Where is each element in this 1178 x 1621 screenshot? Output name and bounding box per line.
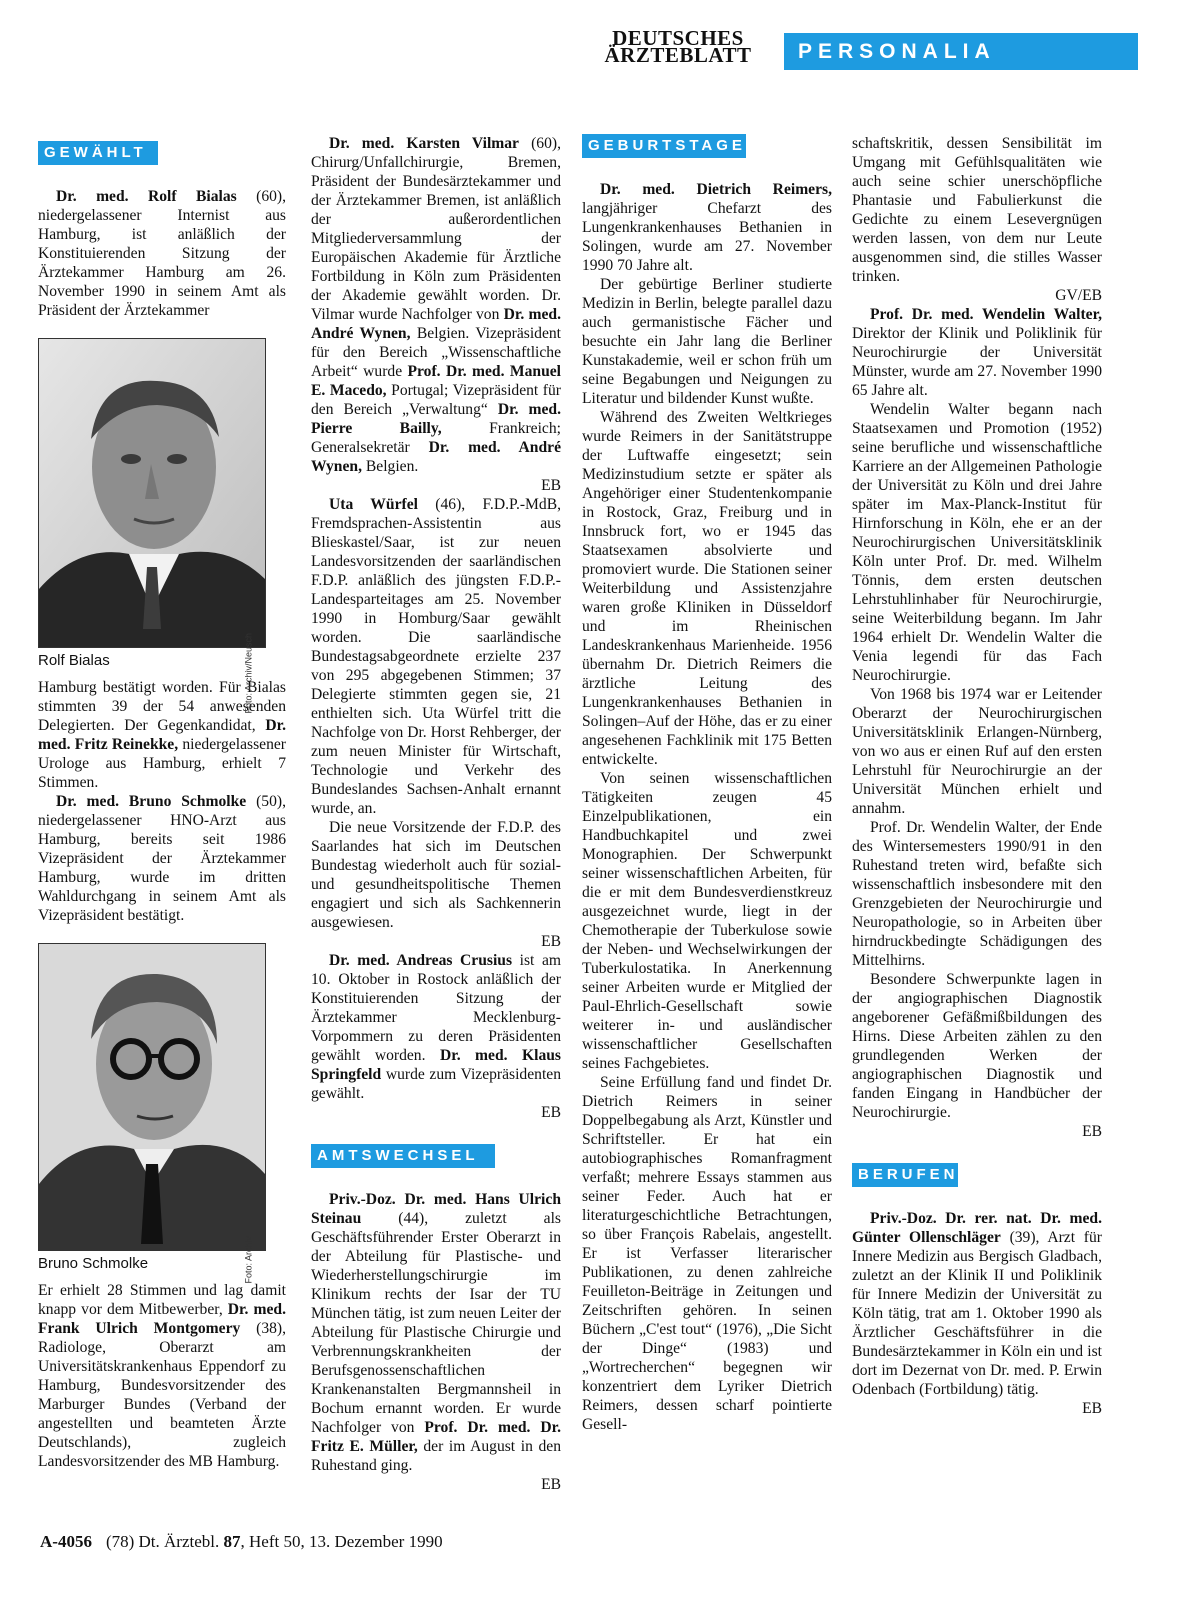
column-1: GEWÄHLT Dr. med. Rolf Bialas (60), niedergelassener Internist aus Hamburg, ist anläßlich der Konstituierenden Sitzung der Ärztekammer Hamburg am 26. November 1990 in seinem Amt als Präsident der Ärztekammer Foto: Archiv/Neusch Rolf Bialas Hamburg bestätigt worden. Für Bialas stimmten 39 der 54 anwesenden Delegierten. Der Gegenkandidat, Dr. med. Fritz Reinekke, niedergelassener Urologe aus Hamburg, erhielt 7 Stimmen. Dr. med. Bruno Schmolke (50), niedergelassener HNO-Arzt aus Hamburg, bereits seit 1986 Vizepräsident der Ärztekammer Hamburg, wurde im dritten Wahldurchgang in seinem Amt als Vizepräsident bestätigt. Foto: Archiv Bruno Schmolke Er erhielt 28 Stimmen und lag damit knapp vor dem Mitbewerber, Dr. med. Frank Ulrich Montgomery (38), Radiologe, Oberarzt am Universitätskrankenhaus Eppendorf zu Hamburg, Bundesvorsitzender des Marburger Bundes (Verband der angestellten und beamteten Ärzte Deutschlands), zugleich Landesvorsitzender des MB Hamburg. — [38, 141, 286, 1471]
portrait-image — [39, 339, 265, 647]
author-sign: EB — [541, 477, 561, 494]
photo-caption: Rolf Bialas — [38, 652, 110, 669]
column-3: GEBURTSTAGE Dr. med. Dietrich Reimers, langjähriger Chefarzt des Lungenkrankenhauses Bethanien in Solingen, wurde am 27. November 1990 70 Jahre alt. Der gebürtige Berliner studierte Medizin in Berlin, belegte parallel dazu auch germanistische Fächer und besuchte ein Jahr lang die Berliner Kunstakademie, weil er schon früh um seine Begabungen und Neigungen zu Literatur und bildender Kunst wußte. Während des Zweiten Weltkrieges wurde Reimers in der Sanitätstruppe der Luftwaffe eingesetzt; sein Medizinstudium setzte er später als Angehöriger einer Studentenkompanie in Rostock, Graz, Freiburg und in Innsbruck fort, wo er 1945 das Staatsexamen absolvierte und promoviert wurde. Die Stationen seiner Weiterbildung und Assistenzjahre waren große Kliniken in Düsseldorf und im Rheinischen Landeskrankenhaus Marienheide. 1956 übernahm Dr. Dietrich Reimers die ärztliche Leitung des Lungenkrankenhauses Bethanien in Solingen–Auf der Höhe, das er zu einer angesehenen Fachklinik mit 175 Betten entwickelte. Von seinen wissenschaftlichen Tätigkeiten zeugen 45 Einzelpublikationen, ein Handbuchkapitel und zwei Monographien. Der Schwerpunkt seiner wissenschaftlichen Arbeiten, für die er mit dem Bundesverdienstkreuz ausgezeichnet wurde, liegt in der Chemotherapie der Tuberkulose sowie der Neben- und Wechselwirkungen der Tuberkulostatika. In Anerkennung seiner Arbeiten wurde er Mitglied der Paul-Ehrlich-Gesellschaft sowie weiterer in- und ausländischer wissenschaftlicher Gesellschaften seines Fachgebietes. Seine Erfüllung fand und findet Dr. Dietrich Reimers in seiner Doppelbegabung als Arzt, Künstler und Schriftsteller. Er hat ein autobiographisches Romanfragment verfaßt; mehrere Essays stammen aus seiner Feder. Auch hat er literaturgeschichtliche Betrachtungen, so über François Rabelais, angestellt. Er ist Verfasser literarischer Publikationen, zu denen zahlreiche Feuilleton-Beiträge in Zeitungen und Zeitschriften gehören. In seinen Büchern „C'est tout“ (1976), „Die Sicht der Dinge“ (1983) und „Wortrecherchen“ begegnen wir konzentriert dem Lyriker Dietrich Reimers, dessen scharf pointierte Gesell- — [582, 134, 832, 1434]
author-sign: EB — [1082, 1123, 1102, 1140]
page-number: A-4056 — [40, 1532, 92, 1551]
column-4: schaftskritik, dessen Sensibilität im Umgang mit Gefühlsqualitäten wie auch seine schier unerschöpfliche Phantasie und Fabulierkunst die Gedichte zu einem Lesevergnügen werden lassen, von dem nur Leute ausgenommen sind, die stilles Wasser trinken. GV/EB Prof. Dr. med. Wendelin Walter, Direktor der Klinik und Poliklinik für Neurochirurgie der Universität Münster, wurde am 27. November 1990 65 Jahre alt. Wendelin Walter begann nach Staatsexamen und Promotion (1952) seine berufliche und wissenschaftliche Karriere an der Allgemeinen Pathologie der Universität zu Köln und drei Jahre später im Max-Planck-Institut für Hirnforschung in Köln, ehe er an der Neurochirurgischen Universitätsklinik Köln unter Prof. Dr. med. Wilhelm Tönnis, dem ersten deutschen Lehrstuhlinhaber für Neurochirurgie, seine Weiterbildung begann. Im Jahr 1964 erhielt Dr. Wendelin Walter die Venia legendi für das Fach Neurochirurgie. Von 1968 bis 1974 war er Leitender Oberarzt der Neurochirurgischen Universitätsklinik Erlangen-Nürnberg, von wo aus er einen Ruf auf den ersten Lehrstuhl für Neurochirurgie an der Universität München erhielt und annahm. Prof. Dr. Wendelin Walter, der Ende des Wintersemesters 1990/91 in den Ruhestand treten wird, befaßte sich wissenschaftlich insbesondere mit den Grenzgebieten der Neurochirurgie und Neuropathologie, so in Arbeiten über hirndruckbedingte Schädigungen des Mittelhirns. Besondere Schwerpunkte lagen in der angiographischen Diagnostik angeborener Gefäßmißbildungen des Hirns. Diese Arbeiten zählen zu den grundlegenden Werken der angiographischen Diagnostik und fanden Eingang in Handbücher der Neurochirurgie. EB BERUFEN Priv.-Doz. Dr. rer. nat. Dr. med. Günter Ollenschläger (39), Arzt für Innere Medizin aus Bergisch Gladbach, zuletzt an der Klinik II und Poliklinik für Innere Medizin der Universität zu Köln tätig, trat am 1. Oktober 1990 als Ärztlicher Geschäftsführer in die Bundesärztekammer in Köln ein und ist dort im Dezernat von Dr. med. P. Erwin Odenbach (Fortbildung) tätig. EB — [852, 135, 1102, 1417]
author-sign: EB — [541, 1476, 561, 1493]
heading-amtswechsel: AMTSWECHSEL — [311, 1144, 495, 1168]
author-sign: EB — [541, 933, 561, 950]
author-sign: EB — [541, 1104, 561, 1121]
photo-credit: Foto: Archiv/Neusch — [244, 633, 254, 714]
heading-gewaehlt: GEWÄHLT — [38, 141, 158, 165]
page-footer: A-4056 (78) Dt. Ärztebl. 87, Heft 50, 13. Dezember 1990 — [40, 1532, 443, 1551]
section-banner: PERSONALIA — [784, 33, 1138, 70]
heading-geburtstage: GEBURTSTAGE — [582, 134, 746, 158]
column-2: Dr. med. Karsten Vilmar (60), Chirurg/Unfallchirurgie, Bremen, Präsident der Bundesärztekammer und der Ärztekammer Bremen, ist anläßlich der außerordentlichen Mitgliederversammlung der Europäischen Akademie für Ärztliche Fortbildung in Köln zum Präsidenten der Akademie gewählt worden. Dr. Vilmar wurde Nachfolger von Dr. med. André Wynen, Belgien. Vizepräsident für den Bereich „Wissenschaftliche Arbeit“ wurde Prof. Dr. med. Manuel E. Macedo, Portugal; Vizepräsident für den Bereich „Verwaltung“ Dr. med. Pierre Bailly, Frankreich; Generalsekretär Dr. med. André Wynen, Belgien. EB Uta Würfel (46), F.D.P.-MdB, Fremdsprachen-Assistentin aus Blieskastel/Saar, ist zur neuen Landesvorsitzenden der saarländischen F.D.P. anläßlich des jüngsten F.D.P.-Landesparteitages am 25. November 1990 in Homburg/Saar gewählt worden. Die saarländische Bundestagsabgeordnete erzielte 237 von 295 abgegebenen Stimmen; 37 Delegierte stimmten gegen sie, 21 enthielten sich. Uta Würfel tritt die Nachfolge von Dr. Horst Rehberger, der zum neuen Minister für Wirtschaft, Technologie und Verkehr des Bundeslandes Sachsen-Anhalt ernannt wurde, an. Die neue Vorsitzende der F.D.P. des Saarlandes hat sich im Deutschen Bundestag wiederholt auch für sozial- und gesundheitspolitische Themen engagiert und sich als Sachkennerin ausgewiesen. EB Dr. med. Andreas Crusius ist am 10. Oktober in Rostock anläßlich der Konstituierenden Sitzung der Ärztekammer Mecklenburg-Vorpommern zu deren Präsidenten gewählt worden. Dr. med. Klaus Springfeld wurde zum Vizepräsidenten gewählt. EB AMTSWECHSEL Priv.-Doz. Dr. med. Hans Ulrich Steinau (44), zuletzt als Geschäftsführender Erster Oberarzt in der Abteilung für Plastische- und Wiederherstellungschirurgie im Klinikum rechts der Isar der TU München tätig, ist zum neuen Leiter der Abteilung für Plastische Chirurgie und Verbrennungskrankheiten der Berufsgenossenschaftlichen Krankenanstalten Bergmannsheil in Bochum ernannt worden. Er wurde Nachfolger von Prof. Dr. med. Dr. Fritz E. Müller, der im August in den Ruhestand ging. EB — [311, 135, 562, 1493]
author-sign: EB — [1082, 1400, 1102, 1417]
heading-berufen: BERUFEN — [852, 1163, 958, 1187]
photo-credit: Foto: Archiv — [244, 1236, 254, 1284]
journal-masthead: DEUTSCHES ÄRZTEBLATT — [604, 26, 752, 67]
photo-caption: Bruno Schmolke — [38, 1255, 149, 1272]
author-sign: GV/EB — [1055, 287, 1102, 304]
portrait-image — [39, 944, 265, 1250]
